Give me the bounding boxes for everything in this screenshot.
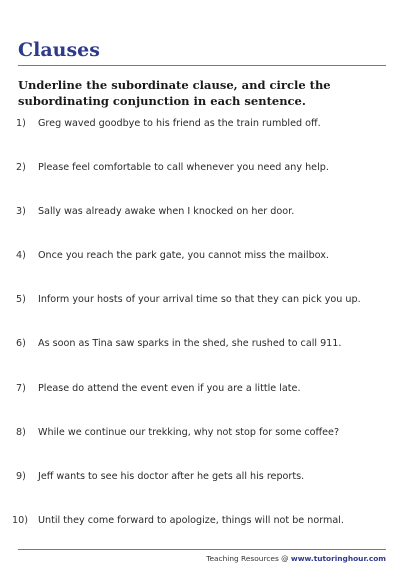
sentence-text: Please do attend the event even if you are a little late. (38, 383, 301, 394)
instructions: Underline the subordinate clause, and circle the subordinating conjunction in each sentence. (18, 78, 331, 108)
sentence-text: As soon as Tina saw sparks in the shed, she rushed to call 911. (38, 338, 342, 349)
footer-credit (206, 554, 386, 564)
footer-prefix: Teaching Resources @ (206, 554, 291, 563)
sentence-text: Jeff wants to see his doctor after he gets all his reports. (38, 471, 305, 482)
sentence-text: Inform your hosts of your arrival time so that they can pick you up. (38, 294, 361, 305)
sentence-text: Greg waved goodbye to his friend as the train rumbled off. (38, 118, 321, 129)
sentence-text: Until they come forward to apologize, things will not be normal. (38, 515, 344, 526)
sentence-item (0, 336, 405, 352)
sentence-item (0, 292, 405, 308)
sentence-text: Please feel comfortable to call whenever you need any help. (38, 162, 329, 173)
sentence-number: 6) (16, 338, 26, 349)
footer-divider (18, 549, 386, 550)
sentence-number: 8) (16, 427, 26, 438)
sentence-item (0, 381, 405, 397)
sentence-number: 1) (16, 118, 26, 129)
sentence-number: 10) (12, 515, 28, 526)
sentence-item (0, 513, 405, 529)
sentence-number: 9) (16, 471, 26, 482)
sentence-text: While we continue our trekking, why not stop for some coffee? (38, 427, 340, 438)
sentence-text: Once you reach the park gate, you cannot miss the mailbox. (38, 250, 329, 261)
sentence-number: 4) (16, 250, 26, 261)
sentence-item (0, 160, 405, 176)
sentence-number: 5) (16, 294, 26, 305)
sentence-number: 2) (16, 162, 26, 173)
footer-site-link[interactable]: www.tutoringhour.com (290, 554, 386, 563)
page-title: Clauses (18, 39, 100, 61)
sentence-item (0, 248, 405, 264)
sentence-item (0, 425, 405, 441)
sentence-item (0, 116, 405, 132)
sentence-item (0, 469, 405, 485)
sentence-number: 3) (16, 206, 26, 217)
sentence-number: 7) (16, 383, 26, 394)
sentence-text: Sally was already awake when I knocked on her door. (38, 206, 295, 217)
sentence-item (0, 204, 405, 220)
